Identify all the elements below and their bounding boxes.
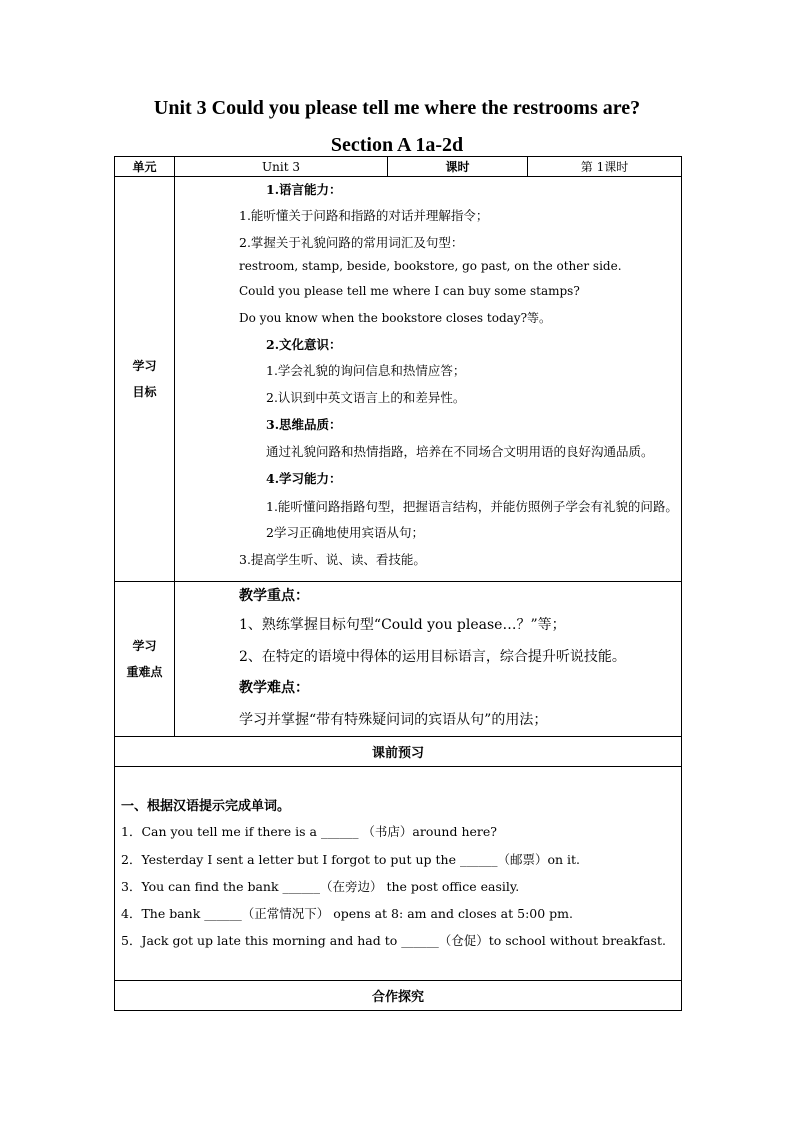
goal-line: 2.认识到中英文语言上的和差异性。 bbox=[266, 390, 466, 405]
goals-content bbox=[175, 177, 682, 582]
exercise-item: 3．You can find the bank ______（在旁边） the post office easily. bbox=[121, 879, 520, 894]
header-row bbox=[115, 157, 682, 177]
goal-line: 1.能听懂关于问路和指路的对话并理解指令； bbox=[239, 208, 489, 223]
unit-label: 单元 bbox=[115, 157, 175, 177]
lesson-plan-table bbox=[114, 156, 682, 1011]
difficulty-content bbox=[175, 582, 682, 737]
document-subtitle: Section A 1a-2d bbox=[330, 134, 464, 156]
key-points-title: 教学重点： bbox=[239, 588, 309, 604]
goal-line: 1.能听懂问路指路句型，把握语言结构，并能仿照例子学会有礼貌的问路。 bbox=[266, 499, 678, 514]
preview-row bbox=[115, 767, 682, 981]
goal-line: 2.掌握关于礼貌问路的常用词汇及句型： bbox=[239, 235, 464, 250]
goal-line: 1.学会礼貌的询问信息和热情应答； bbox=[266, 363, 466, 378]
goal-line: Do you know when the bookstore closes today?等。 bbox=[239, 311, 552, 325]
goals-row bbox=[115, 177, 682, 582]
preview-header-row bbox=[115, 737, 682, 767]
goal-line: Could you please tell me where I can buy some stamps? bbox=[239, 284, 580, 298]
period-value: 第 1课时 bbox=[528, 157, 682, 177]
goal-line: 通过礼貌问路和热情指路，培养在不同场合文明用语的良好沟通品质。 bbox=[266, 444, 654, 459]
task-title: 一、根据汉语提示完成单词。 bbox=[121, 799, 291, 814]
goal-line: 1.语言能力： bbox=[266, 182, 342, 197]
difficulty-row bbox=[115, 582, 682, 737]
difficult-point: 学习并掌握“带有特殊疑问词的宾语从句”的用法； bbox=[239, 712, 548, 728]
preview-section-title: 课前预习 bbox=[115, 737, 682, 767]
goal-line: 3.提高学生听、说、读、看技能。 bbox=[239, 552, 426, 567]
cooperation-section-title: 合作探究 bbox=[115, 981, 682, 1011]
unit-value: Unit 3 bbox=[175, 157, 388, 177]
difficult-points-title: 教学难点： bbox=[239, 680, 309, 696]
difficulty-label bbox=[115, 582, 175, 737]
exercise-item: 2．Yesterday I sent a letter but I forgot to put up the ______（邮票）on it. bbox=[121, 852, 580, 867]
cooperation-header-row bbox=[115, 981, 682, 1011]
difficulty-label-line2: 重难点 bbox=[126, 665, 163, 679]
document-title: Unit 3 Could you please tell me where the restrooms are? bbox=[153, 97, 641, 119]
goals-label-line2: 目标 bbox=[132, 385, 157, 399]
goal-line: restroom, stamp, beside, bookstore, go past, on the other side. bbox=[239, 259, 622, 273]
difficulty-label-line1: 学习 bbox=[132, 639, 157, 653]
key-point: 2、在特定的语境中得体的运用目标语言，综合提升听说技能。 bbox=[239, 649, 626, 665]
key-point: 1、熟练掌握目标句型“Could you please…？”等； bbox=[239, 617, 566, 633]
exercise-item: 1．Can you tell me if there is a ______ （书店）around here? bbox=[121, 824, 497, 839]
goals-label bbox=[115, 177, 175, 582]
goal-line: 4.学习能力： bbox=[266, 471, 342, 486]
goal-line: 3.思维品质： bbox=[266, 417, 342, 432]
goal-line: 2.文化意识： bbox=[266, 337, 342, 352]
goals-label-line1: 学习 bbox=[132, 359, 157, 373]
exercise-item: 5．Jack got up late this morning and had to ______（仓促）to school without breakfast. bbox=[121, 933, 666, 948]
preview-content bbox=[115, 767, 682, 981]
goal-line: 2学习正确地使用宾语从句； bbox=[266, 525, 424, 540]
period-label: 课时 bbox=[388, 157, 528, 177]
exercise-item: 4．The bank ______（正常情况下） opens at 8: am and closes at 5:00 pm. bbox=[121, 906, 573, 921]
